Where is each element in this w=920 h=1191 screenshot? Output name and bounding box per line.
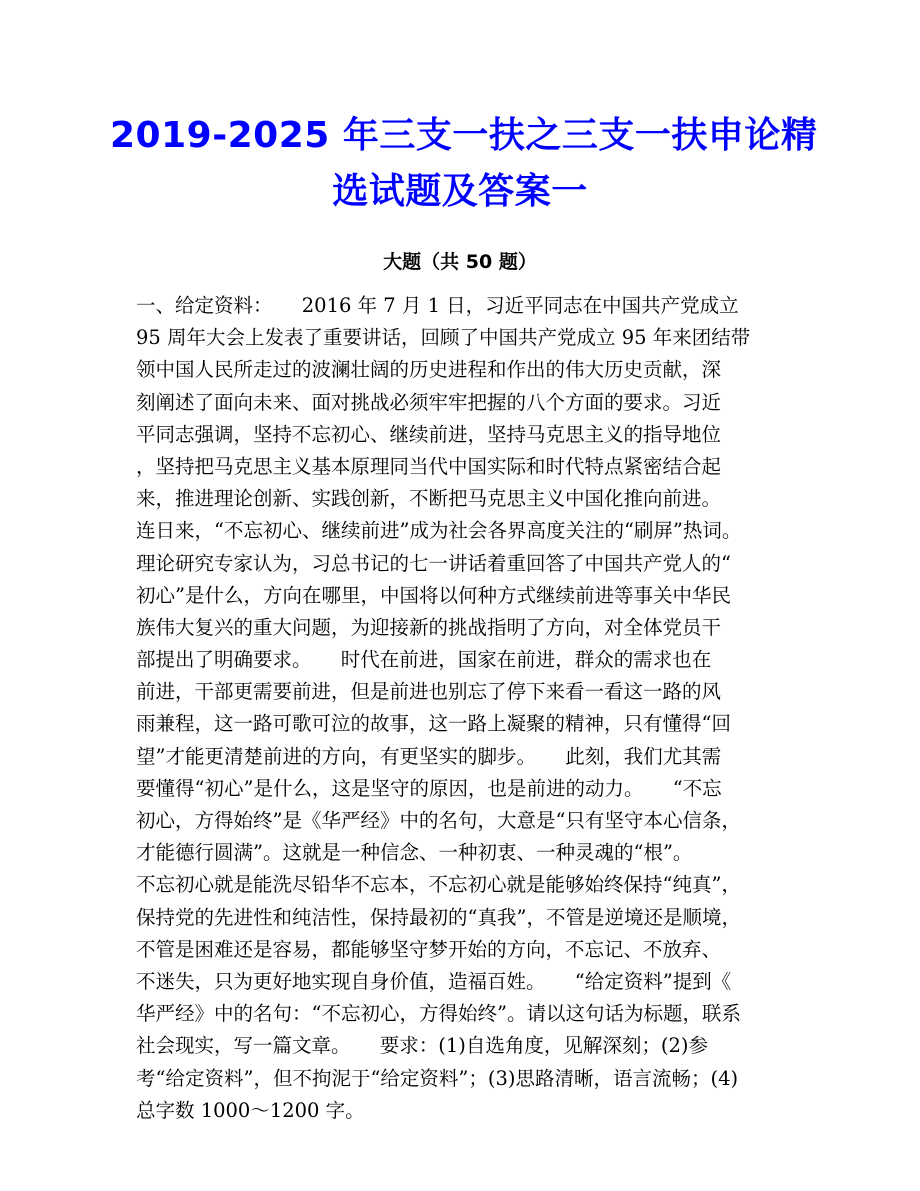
body-line: 望”才能更清楚前进的方向，有更坚实的脚步。 此刻，我们尤其需 [136, 744, 722, 768]
body-line: 领中国人民所走过的波澜壮阔的历史进程和作出的伟大历史贡献，深 [136, 358, 722, 382]
title-line: 2019-2025 年三支一扶之三支一扶申论精 [110, 115, 818, 156]
body-line: 不忘初心就是能洗尽铅华不忘本，不忘初心就是能够始终保持“纯真”， [136, 873, 741, 897]
body-line: 来，推进理论创新、实践创新，不断把马克思主义中国化推向前进。 [136, 487, 722, 511]
body-line: 初心”是什么，方向在哪里，中国将以何种方式继续前进等事关中华民 [136, 583, 731, 607]
body-line: 社会现实，写一篇文章。 要求：(1)自选角度，见解深刻；(2)参 [136, 1034, 708, 1058]
body-line: 考“给定资料”，但不拘泥于“给定资料”；(3)思路清晰，语言流畅；(4) [136, 1066, 739, 1090]
body-line: 一、给定资料： 2016 年 7 月 1 日，习近平同志在中国共产党成立 [136, 294, 739, 317]
body-line: 初心，方得始终”是《华严经》中的名句，大意是“只有坚守本心信条， [136, 809, 741, 832]
body-line: 前进，干部更需要前进，但是前进也别忘了停下来看一看这一路的风 [136, 680, 722, 704]
body-line: 平同志强调，坚持不忘初心、继续前进，坚持马克思主义的指导地位 [136, 422, 722, 446]
question-body [136, 290, 788, 1127]
body-line: 保持党的先进性和纯洁性，保持最初的“真我”，不管是逆境还是顺境， [136, 905, 741, 929]
body-line: 连日来，“不忘初心、继续前进”成为社会各界高度关注的“刷屏”热词。 [136, 519, 742, 543]
section-heading: 大题（共 50 题） [383, 251, 537, 273]
body-line: 要懂得“初心”是什么，这是坚守的原因，也是前进的动力。 “不忘 [136, 776, 722, 800]
body-line: 不迷失，只为更好地实现自身价值，造福百姓。 “给定资料”提到《 [136, 969, 732, 993]
body-line: 华严经》中的名句：“不忘初心，方得始终”。请以这句话为标题，联系 [136, 1002, 741, 1026]
body-line: 才能德行圆满”。这就是一种信念、一种初衷、一种灵魂的“根”。 [136, 841, 693, 865]
body-line: 95 周年大会上发表了重要讲话，回顾了中国共产党成立 95 年来团结带 [136, 326, 751, 350]
body-line: 雨兼程，这一路可歌可泣的故事，这一路上凝聚的精神，只有懂得“回 [136, 712, 731, 736]
body-line: 部提出了明确要求。 时代在前进，国家在前进，群众的需求也在 [136, 648, 712, 672]
body-line: 总字数 1000～1200 字。 [136, 1098, 365, 1122]
body-line: 不管是困难还是容易，都能够坚守梦开始的方向，不忘记、不放弃、 [136, 937, 722, 961]
body-line: 族伟大复兴的重大问题，为迎接新的挑战指明了方向，对全体党员干 [136, 615, 722, 639]
title-line: 选试题及答案一 [332, 171, 588, 212]
body-line: ，坚持把马克思主义基本原理同当代中国实际和时代特点紧密结合起 [136, 454, 722, 478]
document-title [110, 108, 818, 220]
body-line: 刻阐述了面向未来、面对挑战必须牢牢把握的八个方面的要求。习近 [136, 390, 722, 414]
body-line: 理论研究专家认为，习总书记的七一讲话着重回答了中国共产党人的“ [136, 551, 731, 575]
